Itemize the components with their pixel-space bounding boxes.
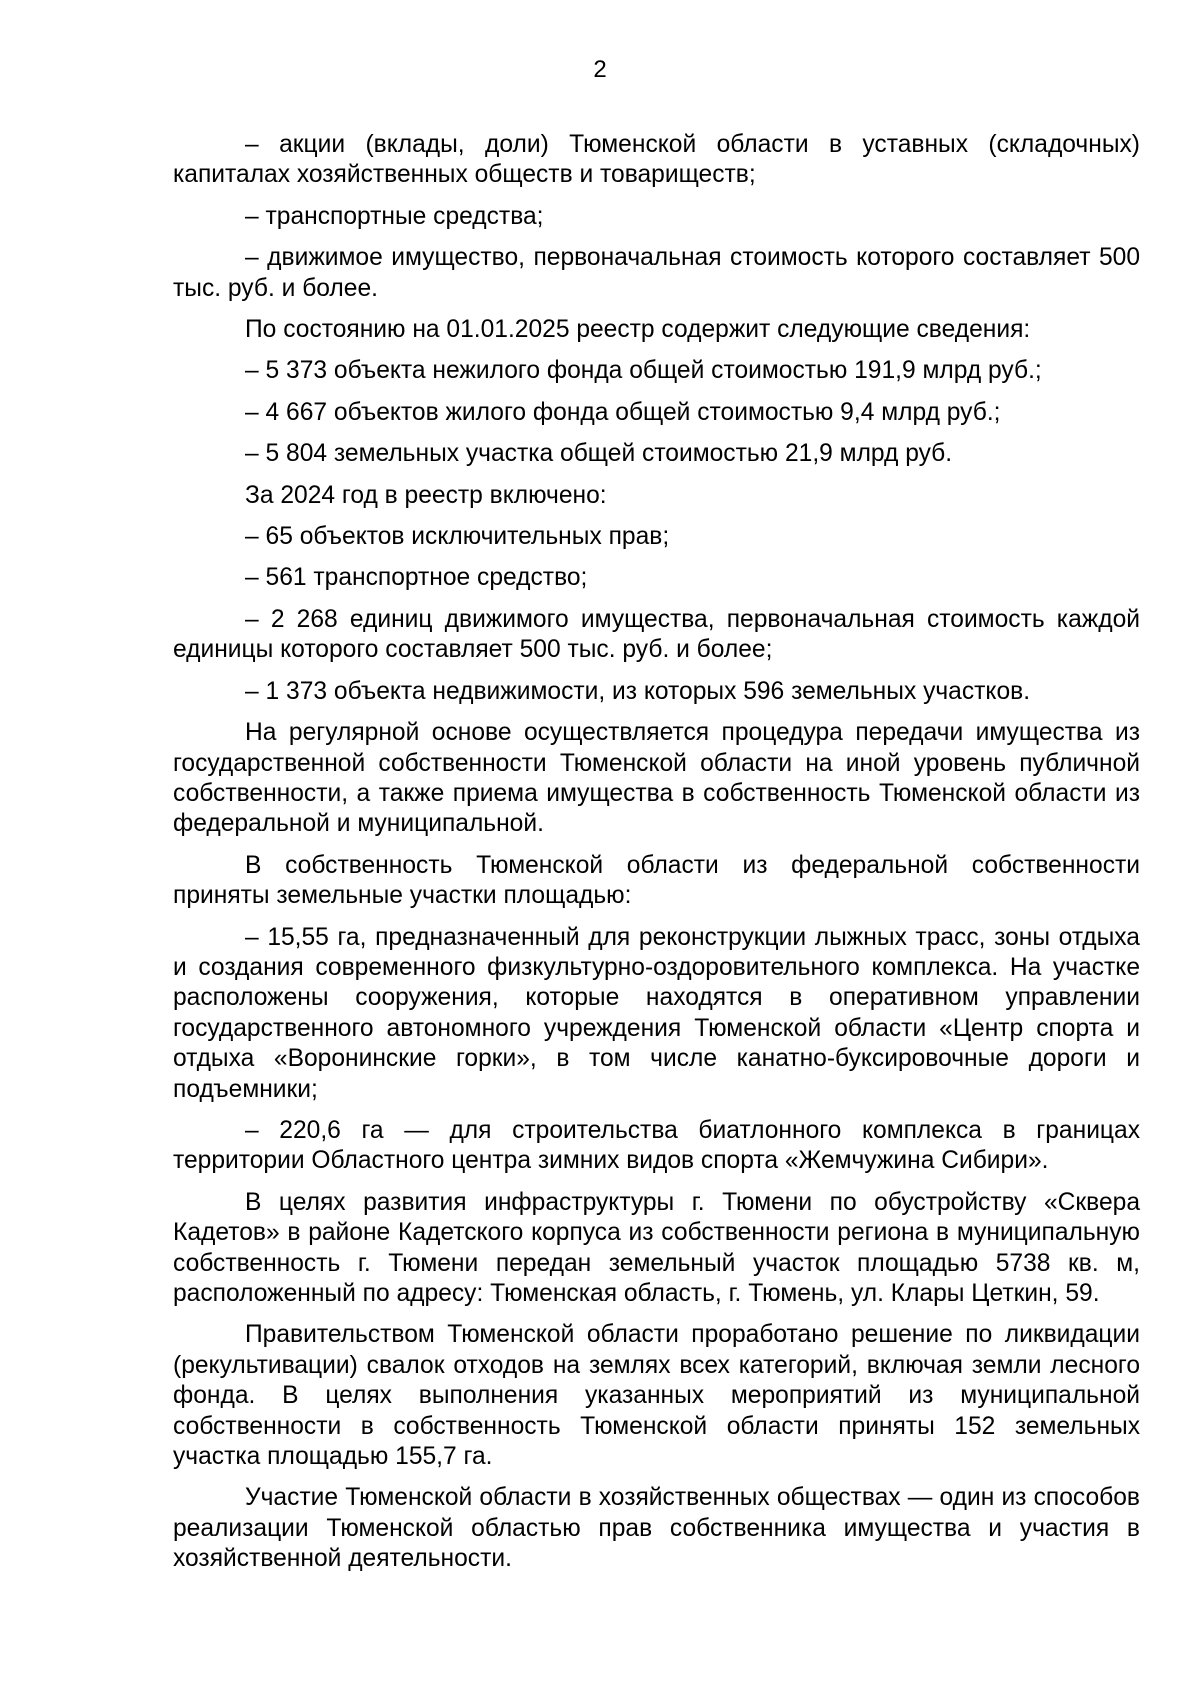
paragraph: – 2 268 единиц движимого имущества, первоначальная стоимость каждой единицы которого составляет 500 тыс. руб. и более; — [173, 605, 1140, 664]
paragraph: За 2024 год в реестр включено: — [245, 481, 607, 509]
document-body — [173, 130, 1140, 1586]
page-number: 2 — [593, 56, 607, 83]
paragraph: – акции (вклады, доли) Тюменской области в уставных (складочных) капиталах хозяйственных обществ и товариществ; — [173, 131, 1140, 189]
paragraph: В целях развития инфраструктуры г. Тюмени по обустройству «Сквера Кадетов» в районе Кадетского корпуса из собственности региона в муниципальную собственность г. Тюмени передан земельный участок площадью 5738 кв. м, расположенный по адресу: Тюменская область, г. Тюмень, ул. Клары Цеткин, 59. — [173, 1188, 1140, 1307]
paragraph: Участие Тюменской области в хозяйственных обществах — один из способов реализации Тюменской областью прав собственника имущества и участия в хозяйственной деятельности. — [173, 1484, 1140, 1573]
paragraph: – 4 667 объектов жилого фонда общей стоимостью 9,4 млрд руб.; — [245, 398, 1001, 426]
paragraph: – транспортные средства; — [245, 202, 544, 230]
paragraph: – 65 объектов исключительных прав; — [245, 523, 670, 551]
paragraph: – 15,55 га, предназначенный для реконструкции лыжных трасс, зоны отдыха и создания современного физкультурно-оздоровительного комплекса. На участке расположены сооружения, которые находятся в оперативном управлении государственного автономного учреждения Тюменской области «Центр спорта и отдыха «Воронинские горки», в том числе канатно-буксировочные дороги и подъемники; — [173, 923, 1140, 1103]
paragraph: – 220,6 га — для строительства биатлонного комплекса в границах территории Областного центра зимних видов спорта «Жемчужина Сибири». — [173, 1116, 1140, 1175]
paragraph: – 5 373 объекта нежилого фонда общей стоимостью 191,9 млрд руб.; — [245, 357, 1042, 385]
paragraph: – движимое имущество, первоначальная стоимость которого составляет 500 тыс. руб. и более. — [173, 244, 1140, 302]
paragraph: По состоянию на 01.01.2025 реестр содержит следующие сведения: — [245, 316, 1031, 344]
paragraph: На регулярной основе осуществляется процедура передачи имущества из государственной собственности Тюменской области на иной уровень публичной собственности, а также приема имущества в собственность Тюменской области из федеральной и муниципальной. — [173, 719, 1140, 838]
paragraph: – 561 транспортное средство; — [245, 564, 588, 592]
paragraph: В собственность Тюменской области из федеральной собственности приняты земельные участки площадью: — [173, 851, 1140, 910]
paragraph: – 1 373 объекта недвижимости, из которых 596 земельных участков. — [245, 677, 1031, 705]
paragraph: – 5 804 земельных участка общей стоимостью 21,9 млрд руб. — [245, 440, 953, 468]
paragraph: Правительством Тюменской области проработано решение по ликвидации (рекультивации) свалок отходов на землях всех категорий, включая земли лесного фонда. В целях выполнения указанных мероприятий из муниципальной собственности в собственность Тюменской области приняты 152 земельных участка площадью 155,7 га. — [173, 1321, 1140, 1471]
